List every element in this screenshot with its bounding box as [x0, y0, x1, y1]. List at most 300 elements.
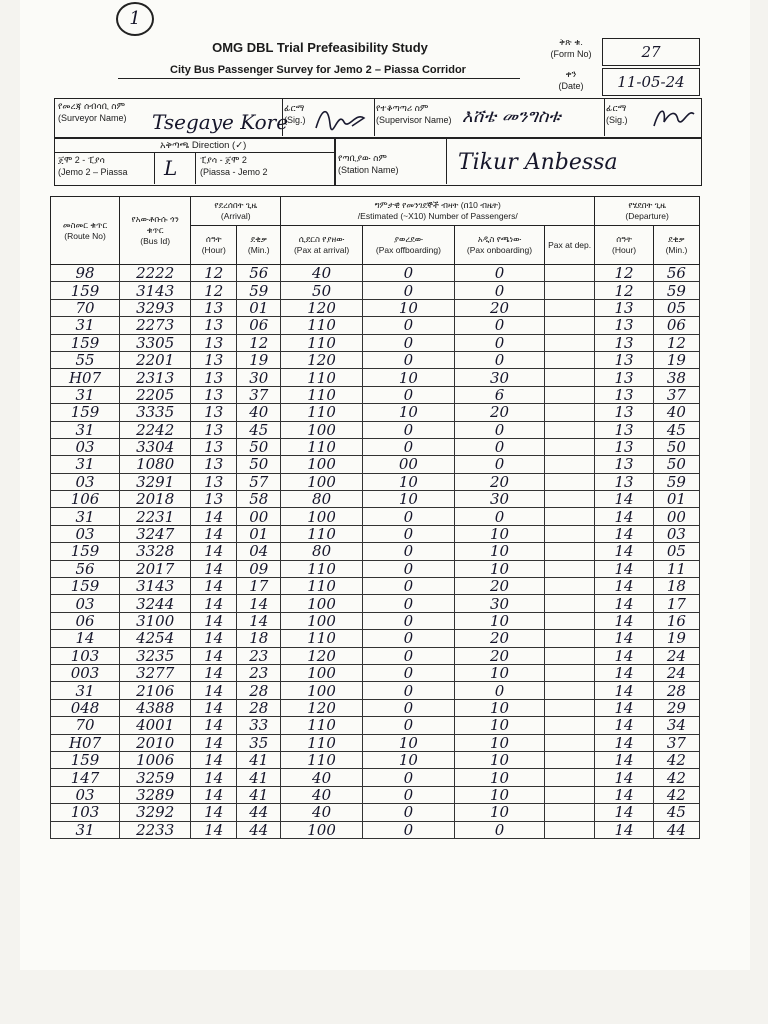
cell-route: 159	[51, 543, 120, 560]
cell-arr-hour: 14	[191, 612, 237, 629]
cell-bus-id: 1006	[120, 751, 191, 768]
cell-dep-min: 05	[653, 543, 699, 560]
date-label: ቀን (Date)	[558, 69, 584, 91]
cell-pax-off: 0	[362, 647, 454, 664]
cell-dep-min: 42	[653, 769, 699, 786]
cell-route: 103	[51, 804, 120, 821]
cell-dep-hour: 13	[595, 456, 654, 473]
cell-pax-on: 0	[454, 421, 544, 438]
cell-pax-on: 0	[454, 508, 544, 525]
cell-pax-on: 6	[454, 386, 544, 403]
cell-arr-min: 23	[237, 647, 281, 664]
cell-pax-dep	[544, 769, 594, 786]
cell-dep-hour: 13	[595, 317, 654, 334]
table-row	[51, 525, 700, 542]
cell-pax-off: 0	[362, 821, 454, 838]
cell-pax-arrival: 120	[281, 351, 363, 368]
cell-route: 159	[51, 334, 120, 351]
table-row	[51, 456, 700, 473]
cell-pax-arrival: 110	[281, 630, 363, 647]
cell-pax-arrival: 110	[281, 734, 363, 751]
table-row	[51, 543, 700, 560]
cell-dep-hour: 13	[595, 369, 654, 386]
cell-route: 31	[51, 456, 120, 473]
cell-pax-on: 0	[454, 351, 544, 368]
cell-pax-on: 10	[454, 664, 544, 681]
cell-pax-off: 0	[362, 317, 454, 334]
cell-arr-min: 00	[237, 508, 281, 525]
cell-dep-hour: 14	[595, 525, 654, 542]
cell-dep-min: 03	[653, 525, 699, 542]
cell-dep-min: 56	[653, 265, 699, 282]
cell-pax-off: 00	[362, 456, 454, 473]
cell-arr-min: 28	[237, 699, 281, 716]
cell-pax-dep	[544, 473, 594, 490]
cell-pax-dep	[544, 699, 594, 716]
cell-dep-min: 59	[653, 473, 699, 490]
cell-bus-id: 3305	[120, 334, 191, 351]
table-row	[51, 421, 700, 438]
cell-bus-id: 2242	[120, 421, 191, 438]
cell-bus-id: 3143	[120, 282, 191, 299]
cell-pax-dep	[544, 351, 594, 368]
table-row	[51, 821, 700, 838]
cell-arr-min: 01	[237, 525, 281, 542]
cell-dep-hour: 14	[595, 664, 654, 681]
cell-arr-hour: 13	[191, 473, 237, 490]
cell-arr-min: 17	[237, 578, 281, 595]
cell-dep-hour: 14	[595, 734, 654, 751]
cell-dep-hour: 14	[595, 804, 654, 821]
cell-route: 14	[51, 630, 120, 647]
cell-arr-hour: 12	[191, 282, 237, 299]
cell-pax-dep	[544, 456, 594, 473]
cell-pax-dep	[544, 438, 594, 455]
cell-pax-off: 10	[362, 473, 454, 490]
cell-route: 98	[51, 265, 120, 282]
cell-pax-on: 10	[454, 699, 544, 716]
cell-dep-hour: 14	[595, 751, 654, 768]
cell-pax-on: 30	[454, 595, 544, 612]
table-row	[51, 734, 700, 751]
cell-dep-hour: 13	[595, 438, 654, 455]
cell-bus-id: 2233	[120, 821, 191, 838]
cell-pax-on: 10	[454, 543, 544, 560]
cell-arr-min: 33	[237, 717, 281, 734]
cell-pax-off: 10	[362, 404, 454, 421]
cell-pax-dep	[544, 282, 594, 299]
cell-pax-dep	[544, 404, 594, 421]
cell-route: 03	[51, 786, 120, 803]
cell-pax-on: 10	[454, 734, 544, 751]
cell-dep-min: 19	[653, 351, 699, 368]
cell-arr-min: 57	[237, 473, 281, 490]
table-row	[51, 317, 700, 334]
table-row	[51, 578, 700, 595]
cell-dep-hour: 14	[595, 821, 654, 838]
cell-dep-min: 38	[653, 369, 699, 386]
cell-pax-arrival: 110	[281, 578, 363, 595]
cell-pax-on: 10	[454, 717, 544, 734]
col-route: መስመር ቁጥር (Route No)	[51, 197, 120, 265]
cell-arr-min: 40	[237, 404, 281, 421]
cell-arr-hour: 13	[191, 491, 237, 508]
cell-dep-min: 42	[653, 751, 699, 768]
cell-pax-on: 10	[454, 612, 544, 629]
table-row	[51, 334, 700, 351]
cell-pax-dep	[544, 265, 594, 282]
cell-pax-off: 0	[362, 578, 454, 595]
cell-arr-hour: 13	[191, 317, 237, 334]
cell-pax-dep	[544, 682, 594, 699]
cell-route: H07	[51, 369, 120, 386]
cell-pax-dep	[544, 751, 594, 768]
cell-route: 106	[51, 491, 120, 508]
cell-arr-hour: 13	[191, 334, 237, 351]
col-pax-dep: Pax at dep.	[544, 226, 594, 265]
cell-route: 03	[51, 595, 120, 612]
cell-route: 147	[51, 769, 120, 786]
cell-dep-min: 11	[653, 560, 699, 577]
cell-bus-id: 3289	[120, 786, 191, 803]
cell-arr-min: 14	[237, 595, 281, 612]
cell-bus-id: 2201	[120, 351, 191, 368]
cell-pax-arrival: 40	[281, 265, 363, 282]
cell-bus-id: 3335	[120, 404, 191, 421]
cell-route: 03	[51, 473, 120, 490]
table-row	[51, 299, 700, 316]
table-row	[51, 404, 700, 421]
cell-bus-id: 3247	[120, 525, 191, 542]
cell-pax-dep	[544, 664, 594, 681]
cell-arr-min: 56	[237, 265, 281, 282]
cell-dep-hour: 14	[595, 612, 654, 629]
cell-pax-arrival: 80	[281, 491, 363, 508]
cell-pax-on: 20	[454, 647, 544, 664]
cell-pax-off: 0	[362, 612, 454, 629]
cell-arr-min: 44	[237, 804, 281, 821]
cell-route: 103	[51, 647, 120, 664]
cell-dep-min: 05	[653, 299, 699, 316]
cell-arr-min: 14	[237, 612, 281, 629]
station-label: የጣቢያው ስም (Station Name)	[338, 153, 399, 175]
table-row	[51, 265, 700, 282]
cell-pax-arrival: 40	[281, 804, 363, 821]
cell-route: 70	[51, 299, 120, 316]
direction-option-1: ጀሞ 2 - ፒያሳ (Jemo 2 – Piassa	[58, 155, 128, 177]
cell-pax-dep	[544, 508, 594, 525]
table-body	[51, 265, 700, 839]
cell-arr-min: 45	[237, 421, 281, 438]
cell-pax-arrival: 40	[281, 769, 363, 786]
cell-route: 31	[51, 508, 120, 525]
cell-pax-arrival: 120	[281, 647, 363, 664]
cell-pax-on: 0	[454, 821, 544, 838]
cell-route: 31	[51, 682, 120, 699]
cell-bus-id: 1080	[120, 456, 191, 473]
cell-pax-dep	[544, 630, 594, 647]
cell-arr-hour: 14	[191, 647, 237, 664]
cell-dep-hour: 13	[595, 404, 654, 421]
direction-option-2: ፒያሳ - ጀሞ 2 (Piassa - Jemo 2	[200, 155, 268, 177]
cell-dep-hour: 13	[595, 334, 654, 351]
cell-pax-arrival: 100	[281, 612, 363, 629]
col-pax-off: ያወረደው (Pax offboarding)	[362, 226, 454, 265]
cell-arr-min: 06	[237, 317, 281, 334]
cell-bus-id: 2222	[120, 265, 191, 282]
table-row	[51, 508, 700, 525]
cell-pax-dep	[544, 543, 594, 560]
cell-dep-hour: 14	[595, 630, 654, 647]
cell-pax-on: 30	[454, 491, 544, 508]
cell-dep-min: 59	[653, 282, 699, 299]
supervisor-sig-label: ፊርማ (Sig.)	[606, 103, 628, 125]
cell-pax-arrival: 120	[281, 699, 363, 716]
col-dep-hour: ሰዓት (Hour)	[595, 226, 654, 265]
cell-dep-min: 16	[653, 612, 699, 629]
cell-route: 159	[51, 404, 120, 421]
cell-route: 31	[51, 317, 120, 334]
table-row	[51, 682, 700, 699]
col-arrival: የደረሰበት ጊዜ (Arrival)	[191, 197, 281, 226]
cell-pax-off: 0	[362, 699, 454, 716]
cell-pax-off: 0	[362, 769, 454, 786]
cell-pax-on: 10	[454, 769, 544, 786]
cell-pax-on: 0	[454, 682, 544, 699]
cell-pax-on: 10	[454, 786, 544, 803]
cell-arr-hour: 14	[191, 821, 237, 838]
table-row	[51, 769, 700, 786]
cell-pax-off: 0	[362, 630, 454, 647]
table-row	[51, 647, 700, 664]
cell-dep-hour: 13	[595, 421, 654, 438]
table-row	[51, 595, 700, 612]
cell-pax-off: 10	[362, 491, 454, 508]
cell-dep-min: 34	[653, 717, 699, 734]
cell-arr-hour: 14	[191, 786, 237, 803]
cell-pax-arrival: 100	[281, 664, 363, 681]
cell-bus-id: 4001	[120, 717, 191, 734]
cell-pax-on: 20	[454, 404, 544, 421]
cell-arr-min: 28	[237, 682, 281, 699]
cell-pax-arrival: 110	[281, 404, 363, 421]
cell-route: H07	[51, 734, 120, 751]
cell-dep-min: 40	[653, 404, 699, 421]
cell-arr-hour: 13	[191, 351, 237, 368]
table-row	[51, 491, 700, 508]
cell-arr-hour: 14	[191, 525, 237, 542]
cell-pax-off: 10	[362, 734, 454, 751]
cell-route: 56	[51, 560, 120, 577]
form-info	[540, 36, 700, 96]
cell-route: 159	[51, 751, 120, 768]
cell-dep-hour: 13	[595, 386, 654, 403]
col-pax-on: አዲስ የጫነው (Pax onboarding)	[454, 226, 544, 265]
cell-arr-min: 50	[237, 456, 281, 473]
table-row	[51, 351, 700, 368]
cell-bus-id: 2273	[120, 317, 191, 334]
form-no-value: 27	[602, 38, 700, 66]
passenger-table	[50, 196, 700, 839]
supervisor-name: እሸቴ መንግስቱ	[462, 106, 561, 127]
cell-bus-id: 3235	[120, 647, 191, 664]
cell-pax-dep	[544, 491, 594, 508]
table-row	[51, 664, 700, 681]
cell-pax-off: 0	[362, 543, 454, 560]
cell-dep-min: 06	[653, 317, 699, 334]
cell-pax-off: 10	[362, 369, 454, 386]
cell-bus-id: 3291	[120, 473, 191, 490]
cell-pax-dep	[544, 734, 594, 751]
page-number: 1	[116, 2, 154, 36]
cell-arr-hour: 14	[191, 804, 237, 821]
table-row	[51, 560, 700, 577]
cell-arr-hour: 14	[191, 508, 237, 525]
cell-pax-on: 20	[454, 473, 544, 490]
cell-pax-off: 0	[362, 265, 454, 282]
page-subtitle: City Bus Passenger Survey for Jemo 2 – Piassa Corridor	[170, 64, 466, 76]
cell-dep-hour: 14	[595, 491, 654, 508]
cell-bus-id: 3259	[120, 769, 191, 786]
cell-pax-dep	[544, 647, 594, 664]
cell-pax-arrival: 110	[281, 386, 363, 403]
cell-pax-on: 20	[454, 299, 544, 316]
table-row	[51, 369, 700, 386]
table-row	[51, 804, 700, 821]
cell-arr-min: 58	[237, 491, 281, 508]
cell-pax-arrival: 100	[281, 421, 363, 438]
cell-dep-hour: 14	[595, 786, 654, 803]
cell-arr-hour: 12	[191, 265, 237, 282]
surveyor-label: የመረጃ ሰብሳቢ ስም (Surveyor Name)	[58, 101, 127, 123]
cell-arr-hour: 14	[191, 578, 237, 595]
cell-dep-min: 24	[653, 664, 699, 681]
col-departure: የሄደበት ጊዜ (Departure)	[595, 197, 700, 226]
table-row	[51, 282, 700, 299]
cell-pax-off: 0	[362, 508, 454, 525]
cell-dep-min: 19	[653, 630, 699, 647]
cell-dep-min: 29	[653, 699, 699, 716]
cell-pax-on: 10	[454, 525, 544, 542]
cell-arr-min: 41	[237, 769, 281, 786]
cell-arr-hour: 14	[191, 717, 237, 734]
cell-pax-off: 0	[362, 334, 454, 351]
cell-pax-arrival: 110	[281, 369, 363, 386]
cell-pax-off: 0	[362, 438, 454, 455]
direction-check-mark: L	[164, 156, 178, 180]
cell-pax-dep	[544, 717, 594, 734]
cell-arr-hour: 14	[191, 664, 237, 681]
cell-arr-hour: 13	[191, 456, 237, 473]
cell-bus-id: 3328	[120, 543, 191, 560]
cell-pax-on: 10	[454, 804, 544, 821]
cell-arr-min: 19	[237, 351, 281, 368]
cell-pax-dep	[544, 421, 594, 438]
cell-pax-dep	[544, 334, 594, 351]
cell-pax-arrival: 110	[281, 438, 363, 455]
table-row	[51, 612, 700, 629]
cell-pax-dep	[544, 612, 594, 629]
cell-pax-arrival: 120	[281, 299, 363, 316]
cell-pax-dep	[544, 578, 594, 595]
direction-label: አቅጣጫ Direction (✓)	[160, 140, 247, 151]
cell-route: 159	[51, 282, 120, 299]
cell-arr-min: 37	[237, 386, 281, 403]
cell-pax-arrival: 40	[281, 786, 363, 803]
cell-arr-min: 59	[237, 282, 281, 299]
cell-pax-off: 0	[362, 351, 454, 368]
cell-arr-hour: 14	[191, 699, 237, 716]
cell-pax-on: 0	[454, 456, 544, 473]
cell-pax-dep	[544, 821, 594, 838]
table-row	[51, 751, 700, 768]
cell-arr-hour: 14	[191, 769, 237, 786]
cell-dep-min: 45	[653, 421, 699, 438]
cell-bus-id: 2231	[120, 508, 191, 525]
cell-pax-arrival: 100	[281, 682, 363, 699]
cell-pax-arrival: 100	[281, 821, 363, 838]
cell-dep-min: 50	[653, 456, 699, 473]
cell-pax-arrival: 110	[281, 751, 363, 768]
cell-arr-min: 44	[237, 821, 281, 838]
station-name: Tikur Anbessa	[458, 150, 618, 175]
cell-arr-hour: 13	[191, 386, 237, 403]
cell-dep-min: 01	[653, 491, 699, 508]
cell-arr-min: 23	[237, 664, 281, 681]
cell-bus-id: 3292	[120, 804, 191, 821]
cell-arr-hour: 14	[191, 734, 237, 751]
subtitle-underline	[118, 78, 520, 79]
cell-pax-on: 0	[454, 334, 544, 351]
cell-route: 70	[51, 717, 120, 734]
cell-pax-arrival: 110	[281, 317, 363, 334]
cell-pax-on: 20	[454, 578, 544, 595]
cell-route: 159	[51, 578, 120, 595]
col-arr-min: ደቂቃ (Min.)	[237, 226, 281, 265]
cell-arr-min: 50	[237, 438, 281, 455]
cell-route: 31	[51, 386, 120, 403]
cell-pax-off: 0	[362, 786, 454, 803]
cell-pax-arrival: 100	[281, 595, 363, 612]
table-row	[51, 473, 700, 490]
cell-pax-off: 0	[362, 682, 454, 699]
col-dep-min: ደቂቃ (Min.)	[653, 226, 699, 265]
cell-bus-id: 2018	[120, 491, 191, 508]
cell-dep-min: 12	[653, 334, 699, 351]
cell-pax-off: 0	[362, 282, 454, 299]
cell-arr-hour: 13	[191, 404, 237, 421]
cell-pax-off: 0	[362, 664, 454, 681]
cell-route: 31	[51, 821, 120, 838]
table-row	[51, 717, 700, 734]
col-passengers: ግምታዊ የመንገደኞች ብዛት (በ10 ብዜት) /Estimated (~X10) Number of Passengers/	[281, 197, 595, 226]
cell-pax-off: 0	[362, 560, 454, 577]
cell-route: 048	[51, 699, 120, 716]
cell-dep-min: 37	[653, 734, 699, 751]
cell-pax-off: 0	[362, 804, 454, 821]
cell-pax-on: 0	[454, 282, 544, 299]
cell-bus-id: 2205	[120, 386, 191, 403]
cell-bus-id: 2010	[120, 734, 191, 751]
cell-arr-min: 30	[237, 369, 281, 386]
cell-pax-dep	[544, 595, 594, 612]
cell-dep-min: 42	[653, 786, 699, 803]
cell-arr-min: 41	[237, 751, 281, 768]
cell-dep-min: 24	[653, 647, 699, 664]
cell-arr-min: 41	[237, 786, 281, 803]
cell-pax-on: 0	[454, 438, 544, 455]
cell-pax-dep	[544, 804, 594, 821]
